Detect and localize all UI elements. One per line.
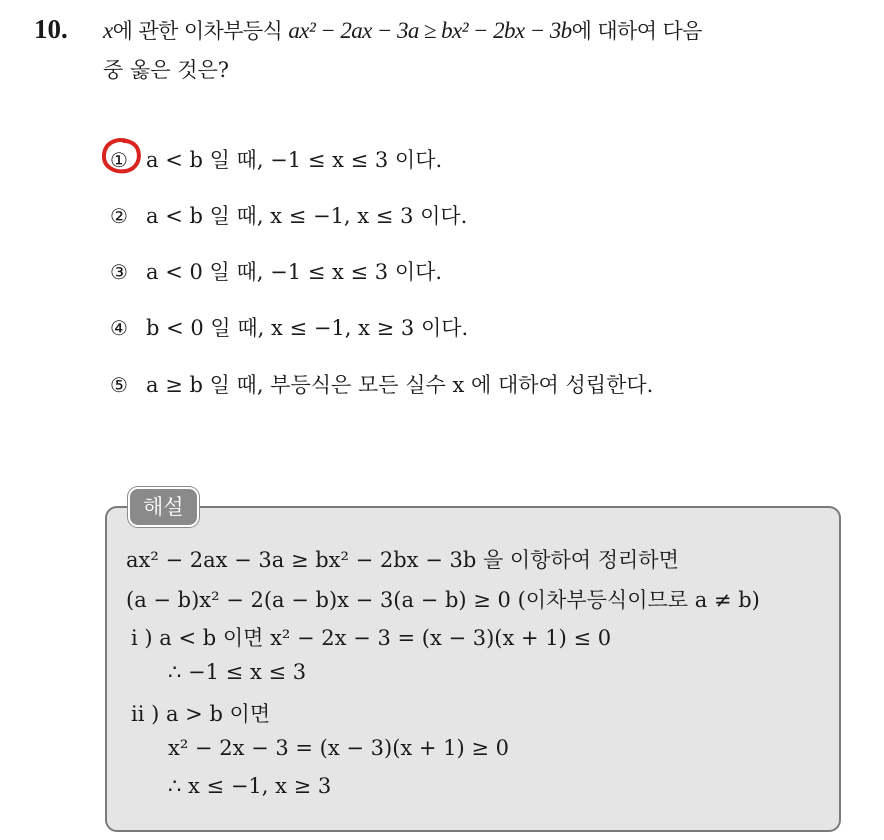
question-text-line-1 [103,15,702,45]
option-text: a < b 일 때, −1 ≤ x ≤ 3 이다. [146,148,443,172]
question-number: 10. [34,14,68,44]
option-5[interactable] [110,369,653,399]
option-text: a ≥ b 일 때, 부등식은 모든 실수 x 에 대하여 성립한다. [146,373,654,397]
option-number: ① [110,148,128,172]
question-variable: x [103,18,113,43]
option-2[interactable] [110,200,467,230]
solution-line-1: ax² − 2ax − 3a ≥ bx² − 2bx − 3b 을 이항하여 정리하면 [126,548,679,572]
question-text-a: 에 관한 이차부등식 [112,19,289,43]
question-expression: ax² − 2ax − 3a ≥ bx² − 2bx − 3b [288,18,572,43]
option-number: ② [110,204,128,228]
option-number: ③ [110,260,128,284]
option-1[interactable] [110,144,442,174]
option-number: ⑤ [110,373,128,397]
solution-line-2: (a − b)x² − 2(a − b)x − 3(a − b) ≥ 0 (이차부등식이므로 a ≠ b) [126,588,760,612]
option-text: b < 0 일 때, x ≤ −1, x ≥ 3 이다. [146,316,469,340]
solution-line-6: x² − 2x − 3 = (x − 3)(x + 1) ≥ 0 [168,736,510,760]
solution-line-7: ∴ x ≤ −1, x ≥ 3 [168,774,332,798]
question-text-b: 에 대하여 다음 [571,19,702,43]
option-number: ④ [110,316,128,340]
question-text-line-2: 중 옳은 것은? [103,58,230,82]
option-3[interactable] [110,256,442,286]
solution-line-5: ii ) a > b 이면 [131,702,271,726]
option-text: a < 0 일 때, −1 ≤ x ≤ 3 이다. [146,260,443,284]
solution-line-3: i ) a < b 이면 x² − 2x − 3 = (x − 3)(x + 1) ≤ 0 [131,626,612,650]
solution-tag: 해설 [128,487,199,527]
option-4[interactable] [110,312,468,342]
solution-line-4: ∴ −1 ≤ x ≤ 3 [168,660,307,684]
option-text: a < b 일 때, x ≤ −1, x ≤ 3 이다. [146,204,468,228]
